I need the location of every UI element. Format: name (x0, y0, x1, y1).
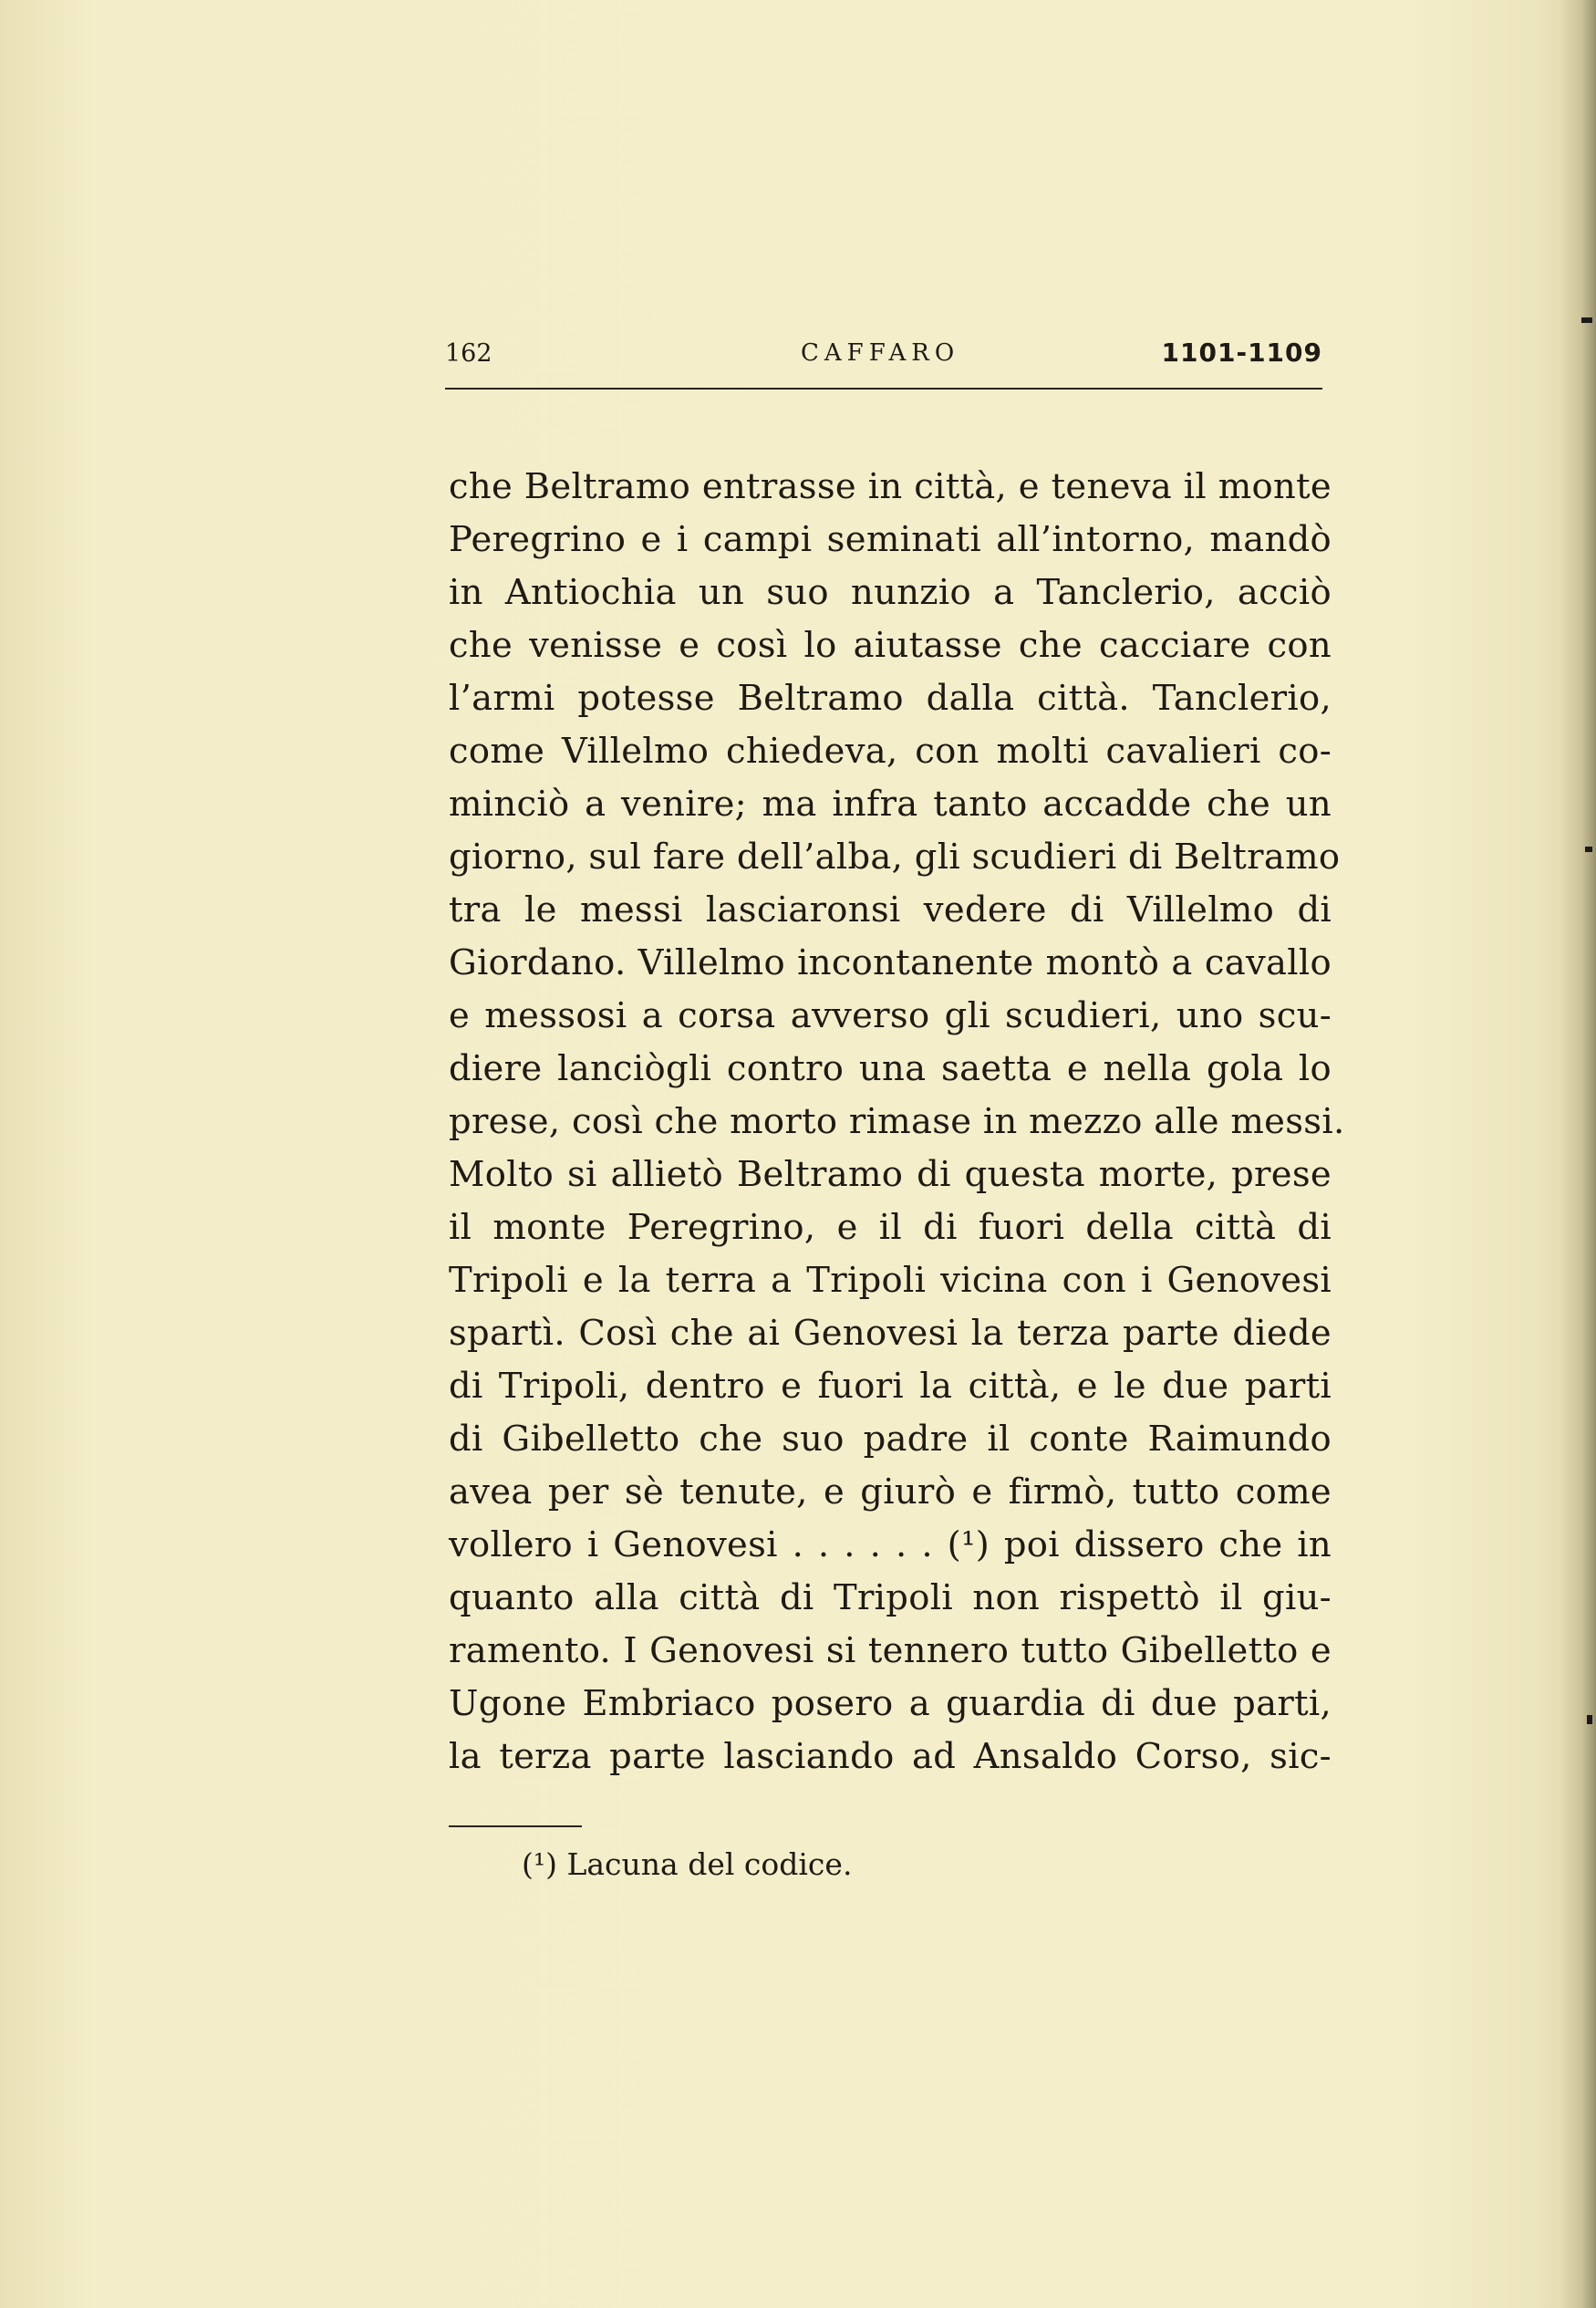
text-line: il monte Peregrino, e il di fuori della città di (449, 1207, 1332, 1248)
text-line: la terza parte lasciando ad Ansaldo Corso, sic- (449, 1736, 1332, 1777)
text-line: l’armi potesse Beltramo dalla città. Tanclerio, (449, 678, 1332, 719)
footnote-rule (449, 1825, 582, 1827)
year-range: 1101-1109 (1161, 338, 1322, 368)
scan-edge-mark (1581, 317, 1592, 323)
page-number: 162 (445, 339, 492, 368)
text-line: e messosi a corsa avverso gli scudieri, uno scu- (449, 995, 1332, 1036)
running-title: CAFFARO (801, 339, 960, 367)
text-line: minciò a venire; ma infra tanto accadde che un (449, 784, 1332, 825)
text-line: come Villelmo chiedeva, con molti cavalieri co- (449, 731, 1332, 772)
running-header (445, 339, 1322, 379)
text-line: di Gibelletto che suo padre il conte Raimundo (449, 1419, 1332, 1460)
text-line: diere lanciògli contro una saetta e nella gola lo (449, 1048, 1332, 1089)
text-line: tra le messi lasciaronsi vedere di Villelmo di (449, 889, 1332, 930)
text-line: vollero i Genovesi . . . . . . (¹) poi dissero che in (449, 1524, 1332, 1565)
text-line: prese, così che morto rimase in mezzo alle messi. (449, 1101, 1345, 1142)
footnote: (¹) Lacuna del codice. (522, 1846, 853, 1882)
text-line: avea per sè tenute, e giurò e firmò, tutto come (449, 1471, 1332, 1513)
body-text (449, 461, 1345, 1783)
text-line: in Antiochia un suo nunzio a Tanclerio, acciò (449, 572, 1332, 613)
text-line: ramento. I Genovesi si tennero tutto Gibelletto e (449, 1630, 1332, 1671)
text-line: giorno, sul fare dell’alba, gli scudieri di Beltramo (449, 837, 1341, 878)
text-line: Ugone Embriaco posero a guardia di due parti, (449, 1683, 1332, 1724)
text-line: spartì. Così che ai Genovesi la terza parte diede (449, 1313, 1332, 1354)
scan-edge-mark (1587, 1715, 1592, 1724)
text-line: Peregrino e i campi seminati all’intorno, mandò (449, 519, 1332, 560)
text-line: che venisse e così lo aiutasse che cacciare con (449, 625, 1332, 666)
scan-edge-mark (1585, 847, 1592, 852)
text-line: quanto alla città di Tripoli non rispettò il giu- (449, 1577, 1332, 1618)
text-line: di Tripoli, dentro e fuori la città, e le due parti (449, 1366, 1332, 1407)
text-line: Tripoli e la terra a Tripoli vicina con i Genovesi (449, 1260, 1332, 1301)
page-edge-shadow (1560, 0, 1596, 2308)
header-rule (445, 388, 1322, 390)
text-line: Giordano. Villelmo incontanente montò a cavallo (449, 942, 1332, 983)
text-line: Molto si allietò Beltramo di questa morte, prese (449, 1154, 1332, 1195)
text-line: che Beltramo entrasse in città, e teneva il monte (449, 466, 1332, 507)
